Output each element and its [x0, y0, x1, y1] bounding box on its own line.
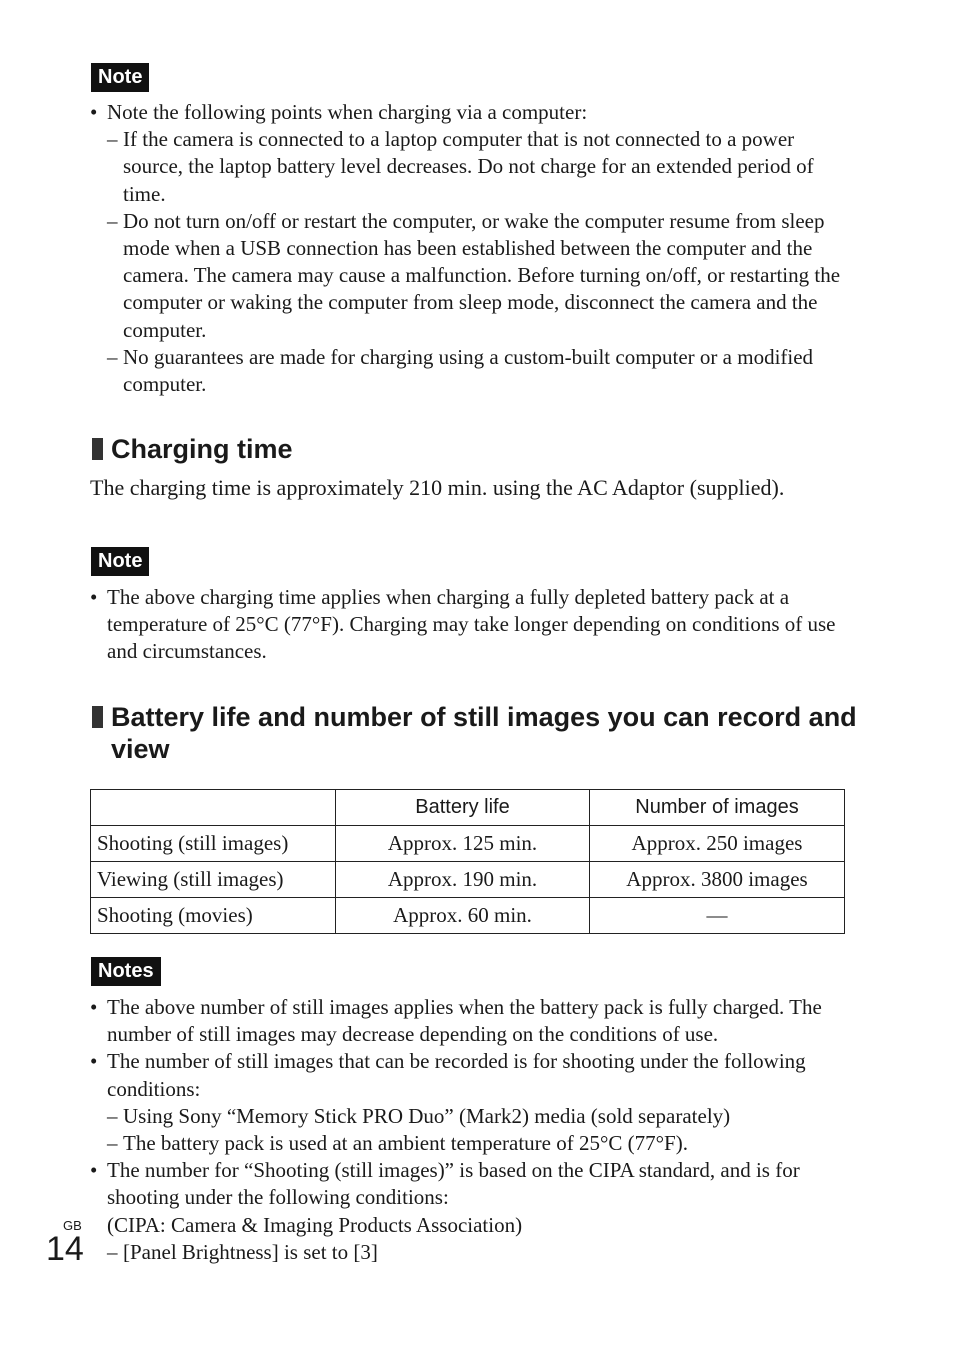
notes-list: [90, 994, 846, 1266]
section-heading-charging: Charging time: [92, 433, 293, 465]
list-item-note: (CIPA: Camera & Imaging Products Association): [107, 1212, 523, 1237]
table-row: Viewing (still images) Approx. 190 min. Approx. 3800 images: [91, 862, 845, 898]
note-label: Note: [91, 63, 149, 92]
region-code: GB: [63, 1218, 82, 1233]
sub-list-item: – Using Sony “Memory Stick PRO Duo” (Mark2) media (sold separately): [107, 1103, 731, 1128]
sub-list-item: – If the camera is connected to a laptop computer that is not connected to a power source, the laptop battery level decreases. Do not charge for an extended period of time.: [107, 127, 814, 206]
notes-label: Notes: [91, 957, 161, 986]
sub-list-item: – The battery pack is used at an ambient temperature of 25°C (77°F).: [107, 1131, 688, 1156]
table-row: Shooting (movies) Approx. 60 min. —: [91, 898, 845, 934]
section-heading-battery: Battery life and number of still images you can record and view: [92, 701, 865, 765]
heading-marker: [92, 706, 103, 728]
heading-marker: [92, 438, 103, 460]
list-item: • The above charging time applies when charging a fully depleted battery pack at a temperature of 25°C (77°F). Charging may take longer depending on conditions of use and circumstances.: [90, 584, 846, 666]
note-list: [90, 99, 846, 398]
list-item: • The number of still images that can be recorded is for shooting under the following conditions:: [90, 1048, 846, 1102]
page-number-value: 14: [46, 1230, 84, 1268]
list-item: • The number for “Shooting (still images)” is based on the CIPA standard, and is for shooting under the following conditions:: [90, 1157, 846, 1211]
note-label: Note: [91, 547, 149, 576]
table-row: Shooting (still images) Approx. 125 min. Approx. 250 images: [91, 826, 845, 862]
sub-list-item: – No guarantees are made for charging using a custom-built computer or a modified computer.: [107, 344, 814, 397]
battery-table: [90, 789, 845, 934]
page-number: [46, 1218, 84, 1268]
list-item: • Note the following points when charging via a computer:: [90, 99, 846, 126]
note-list: [90, 584, 846, 666]
charging-text: The charging time is approximately 210 min. using the AC Adaptor (supplied).: [90, 475, 785, 500]
table-header-row: Battery life Number of images: [91, 790, 845, 826]
list-item: • The above number of still images applies when the battery pack is fully charged. The number of still images may decrease depending on the conditions of use.: [90, 994, 846, 1048]
sub-list-item: – [Panel Brightness] is set to [3]: [107, 1239, 378, 1264]
sub-list-item: – Do not turn on/off or restart the computer, or wake the computer resume from sleep mode when a USB connection has been established between the computer and the camera. The camera may cause a malfunction. Before turning on/off, or restarting the computer or waking the computer from sleep mode, disconnect the camera and the computer.: [107, 208, 841, 342]
